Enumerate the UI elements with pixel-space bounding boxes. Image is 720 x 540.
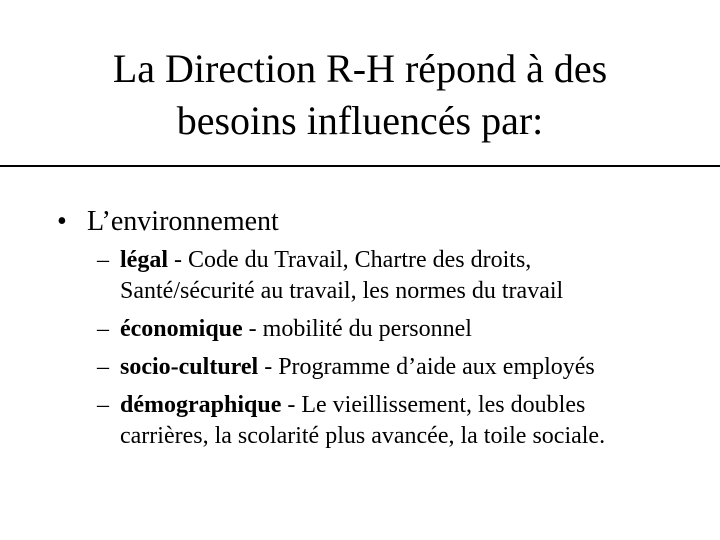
slide-title xyxy=(0,43,720,147)
term-demographique: démographique xyxy=(120,392,282,418)
sub-item-economique xyxy=(97,314,605,345)
separator: - xyxy=(258,354,279,380)
title-line-2: besoins influencés par: xyxy=(176,98,544,143)
sub-item-socio-culturel-line1: Programme d’aide aux employés xyxy=(278,354,595,380)
term-legal: légal xyxy=(120,247,168,273)
term-economique: économique xyxy=(120,316,243,342)
sub-item-socio-culturel xyxy=(97,352,605,383)
dash-icon: – xyxy=(97,247,109,273)
term-socio-culturel: socio-culturel xyxy=(120,354,259,380)
sub-item-demographique-line1: Le vieillissement, les doubles xyxy=(301,392,586,418)
sub-item-economique-line1: mobilité du personnel xyxy=(262,316,472,342)
sub-bullet-list xyxy=(97,245,605,459)
sub-item-demographique xyxy=(97,390,605,452)
bullet-dot-icon: • xyxy=(57,206,67,237)
dash-icon: – xyxy=(97,392,109,418)
bullet-text: L’environnement xyxy=(87,206,279,237)
dash-icon: – xyxy=(97,316,109,342)
dash-icon: – xyxy=(97,354,109,380)
sub-item-demographique-line2: carrières, la scolarité plus avancée, la toile sociale. xyxy=(120,423,606,449)
separator: - xyxy=(168,247,188,273)
bullet-environment xyxy=(57,200,279,244)
separator: - xyxy=(281,392,302,418)
title-line-1: La Direction R-H répond à des xyxy=(112,46,608,91)
sub-item-legal-line2: Santé/sécurité au travail, les normes du travail xyxy=(120,278,564,304)
separator: - xyxy=(242,316,263,342)
sub-item-legal-line1: Code du Travail, Chartre des droits, xyxy=(188,247,532,273)
title-divider xyxy=(0,165,720,167)
sub-item-legal xyxy=(97,245,605,307)
